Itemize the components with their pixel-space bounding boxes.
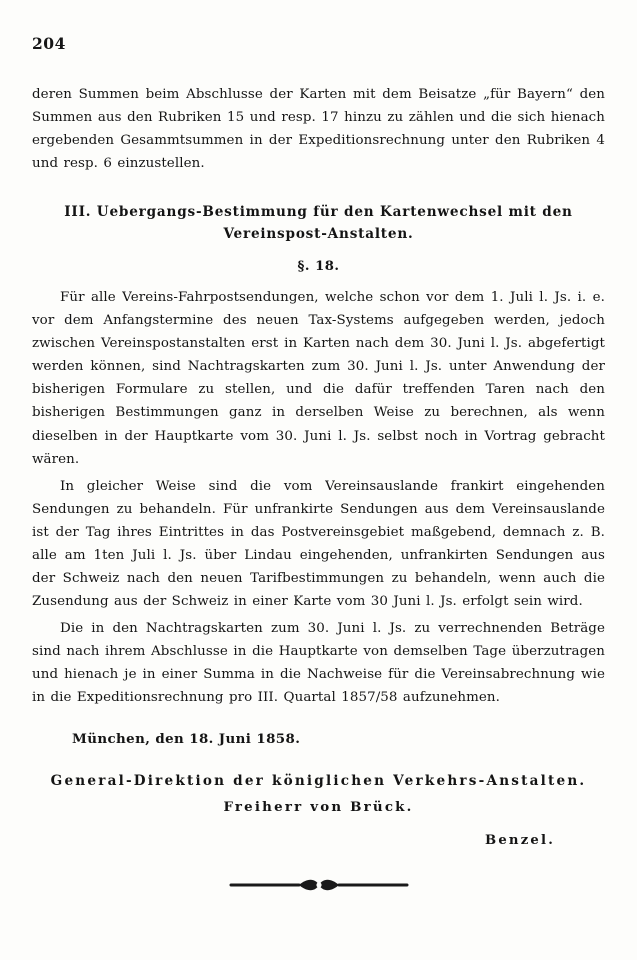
body-paragraph-2: In gleicher Weise sind die vom Vereinsauslande frankirt eingehenden Sendungen zu behandeln. Für unfrankirte Sendungen aus dem Vereinsauslande ist der Tag ihres Eintrittes in das Postvereinsgebiet maßgebend, demnach z. B. alle am 1ten Juli l. Js. über Lindau eingehenden, unfrankirten Sendungen aus der Schweiz nach den neuen Tarifbestimmungen zu behandeln, wenn auch die Zusendung aus der Schweiz in einer Karte vom 30 Juni l. Js. erfolgt sein wird. (32, 478, 605, 609)
page-content (32, 34, 605, 896)
decorative-rule-icon (229, 874, 409, 896)
section-heading: III. Uebergangs-Bestimmung für den Kartenwechsel mit den Vereinspost-Anstalten. (64, 204, 573, 243)
body-paragraph-1: Für alle Vereins-Fahrpostsendungen, welche schon vor dem 1. Juli l. Js. i. e. vor dem Anfangstermine des neuen Tax-Systems aufgegeben werden, jedoch zwischen Vereinspostanstalten erst in Karten nach dem 30. Juni l. Js. abgefertigt werden können, sind Nachtragskarten zum 30. Juni l. Js. unter Anwendung der bisherigen Formulare zu stellen, und die dafür treffenden Taren nach den bisherigen Bestimmungen ganz in derselben Weise zu berechnen, als wenn dieselben in der Hauptkarte vom 30. Juni l. Js. selbst noch in Vortrag gebracht wären. (32, 290, 605, 467)
body-paragraph-3: Die in den Nachtragskarten zum 30. Juni l. Js. zu verrechnenden Beträge sind nach ihrem Abschlusse in die Hauptkarte von demselben Tage überzutragen und hienach je in einer Summa in die Nachweise für die Vereinsabrechnung wie in die Expeditionsrechnung pro III. Quartal 1857/58 aufzunehmen. (32, 620, 605, 706)
paragraph-mark: §. 18. (297, 259, 340, 275)
signature-organization: General-Direktion der königlichen Verkehrs-Anstalten. (50, 773, 587, 790)
continued-paragraph: deren Summen beim Abschlusse der Karten mit dem Beisatze „für Bayern“ den Summen aus den Rubriken 15 und resp. 17 hinzu zu zählen und die sich hienach ergebenden Gesammtsummen in der Expeditionsrechnung unter den Rubriken 4 und resp. 6 einzustellen. (32, 87, 605, 172)
signature-clerk: Benzel. (484, 833, 555, 849)
page-number: 204 (32, 34, 66, 53)
place-and-date: München, den 18. Juni 1858. (72, 731, 301, 748)
signature-name: Freiherr von Brück. (223, 799, 414, 816)
